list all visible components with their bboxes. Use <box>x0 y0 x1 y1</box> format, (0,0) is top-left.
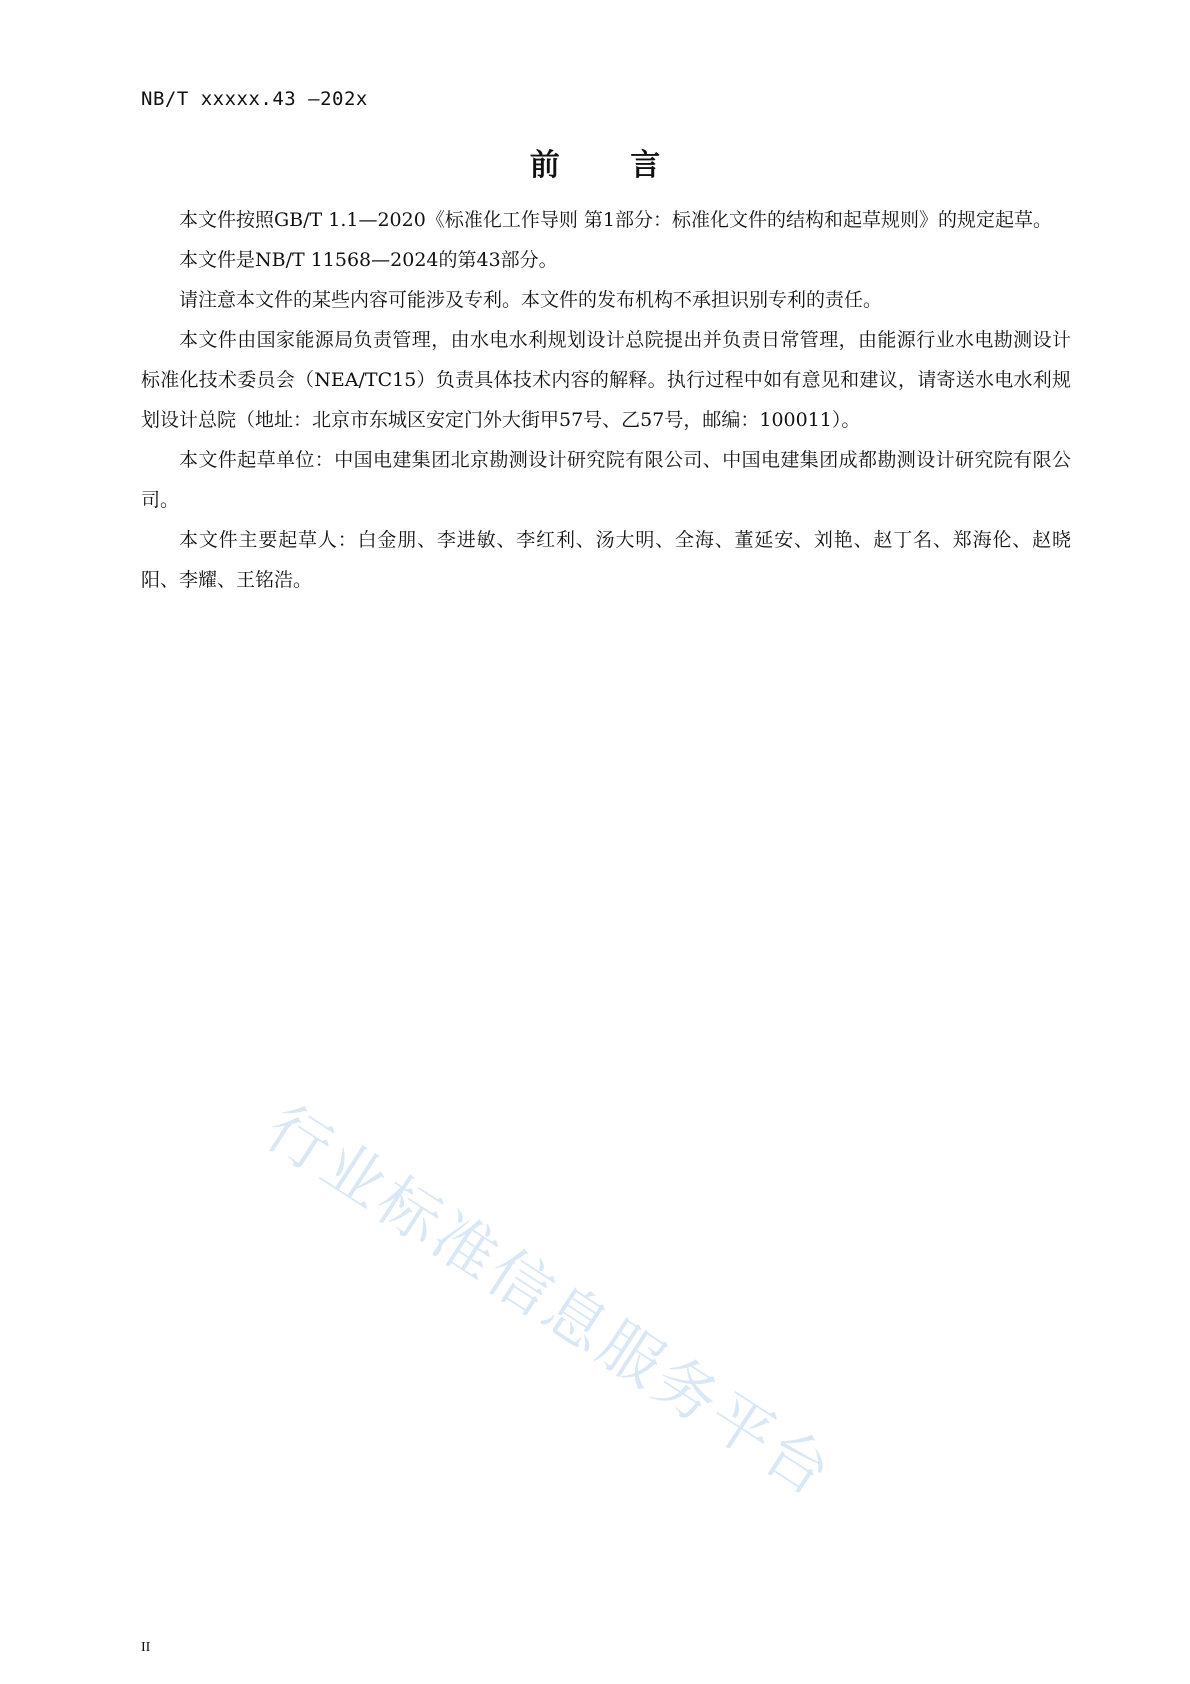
document-body <box>141 200 1071 600</box>
page-title: 前 言 <box>529 148 691 183</box>
watermark: 行业标准信息服务平台 <box>253 1090 847 1512</box>
paragraph-drafting-units: 本文件起草单位：中国电建集团北京勘测设计研究院有限公司、中国电建集团成都勘测设计研究院有限公司。 <box>141 449 1071 511</box>
paragraph-patent-notice: 请注意本文件的某些内容可能涉及专利。本文件的发布机构不承担识别专利的责任。 <box>179 289 883 311</box>
paragraph-part-number: 本文件是NB/T 11568—2024的第43部分。 <box>179 249 558 271</box>
paragraph-drafters: 本文件主要起草人：白金朋、李进敏、李红利、汤大明、全海、董延安、刘艳、赵丁名、郑海伦、赵晓阳、李耀、王铭浩。 <box>141 529 1071 591</box>
document-code: NB/T xxxxx.43 —202x <box>141 88 368 110</box>
page-number: II <box>141 1640 151 1655</box>
paragraph-management: 本文件由国家能源局负责管理，由水电水利规划设计总院提出并负责日常管理，由能源行业水电勘测设计标准化技术委员会（NEA/TC15）负责具体技术内容的解释。执行过程中如有意见和建议，请寄送水电水利规划设计总院（地址：北京市东城区安定门外大街甲57号、乙57号，邮编：100011）。 <box>141 329 1071 431</box>
paragraph-drafting-rules: 本文件按照GB/T 1.1—2020《标准化工作导则 第1部分：标准化文件的结构和起草规则》的规定起草。 <box>179 209 1052 231</box>
